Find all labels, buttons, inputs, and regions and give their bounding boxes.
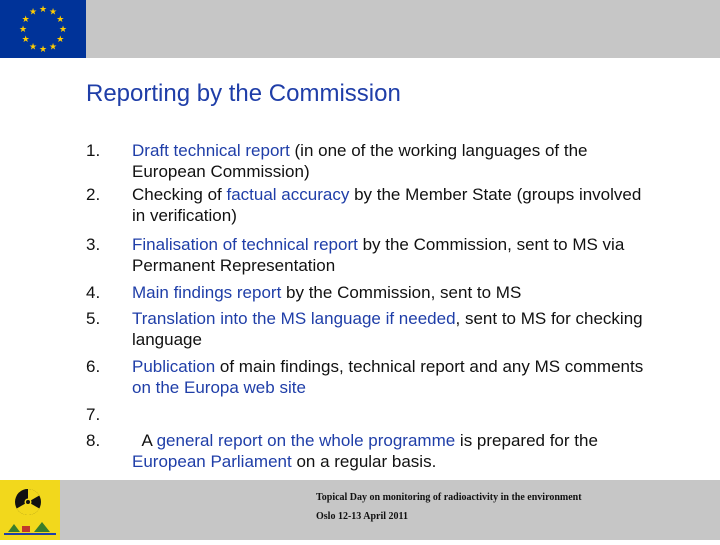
flag-star: ★ [56, 35, 65, 45]
item-number: 6. [86, 357, 101, 376]
item-text: Translation into the MS language if needed, sent to MS for checking language [132, 309, 643, 349]
item-number: 3. [86, 235, 101, 254]
item-number: 1. [86, 141, 101, 160]
eu-flag-icon [0, 0, 86, 58]
item-number: 5. [86, 309, 101, 328]
item-number: 8. [86, 431, 101, 450]
flag-star: ★ [28, 42, 38, 53]
header-band [0, 0, 720, 58]
item-number: 4. [86, 283, 101, 302]
slide-title: Reporting by the Commission [86, 80, 401, 107]
flag-star: ★ [56, 15, 65, 25]
radiation-logo-icon [0, 480, 60, 540]
flag-star: ★ [18, 25, 28, 35]
flag-star: ★ [38, 45, 48, 55]
flag-star: ★ [58, 25, 68, 35]
item-text: Checking of factual accuracy by the Member State (groups involved in verification) [132, 185, 642, 225]
flag-star: ★ [48, 7, 58, 18]
item-text: Publication of main findings, technical report and any MS comments on the Europa web site [132, 357, 644, 397]
item-text: Draft technical report (in one of the working languages of the European Commission) [132, 141, 588, 181]
item-text: Finalisation of technical report by the Commission, sent to MS via Permanent Representation [132, 235, 625, 275]
flag-star: ★ [48, 42, 58, 53]
flag-star: ★ [28, 7, 38, 18]
item-text: Main findings report by the Commission, sent to MS [132, 283, 522, 302]
item-number: 7. [86, 405, 101, 424]
flag-star: ★ [21, 15, 30, 25]
footer-event: Topical Day on monitoring of radioactivity in the environment [316, 492, 582, 503]
flag-star: ★ [21, 35, 30, 45]
item-number: 2. [86, 185, 101, 204]
flag-star: ★ [38, 5, 48, 15]
footer-text [316, 488, 582, 526]
footer-venue: Oslo 12-13 April 2011 [316, 511, 408, 522]
item-text: A general report on the whole programme is prepared for the European Parliament on a regular basis. [132, 431, 603, 471]
